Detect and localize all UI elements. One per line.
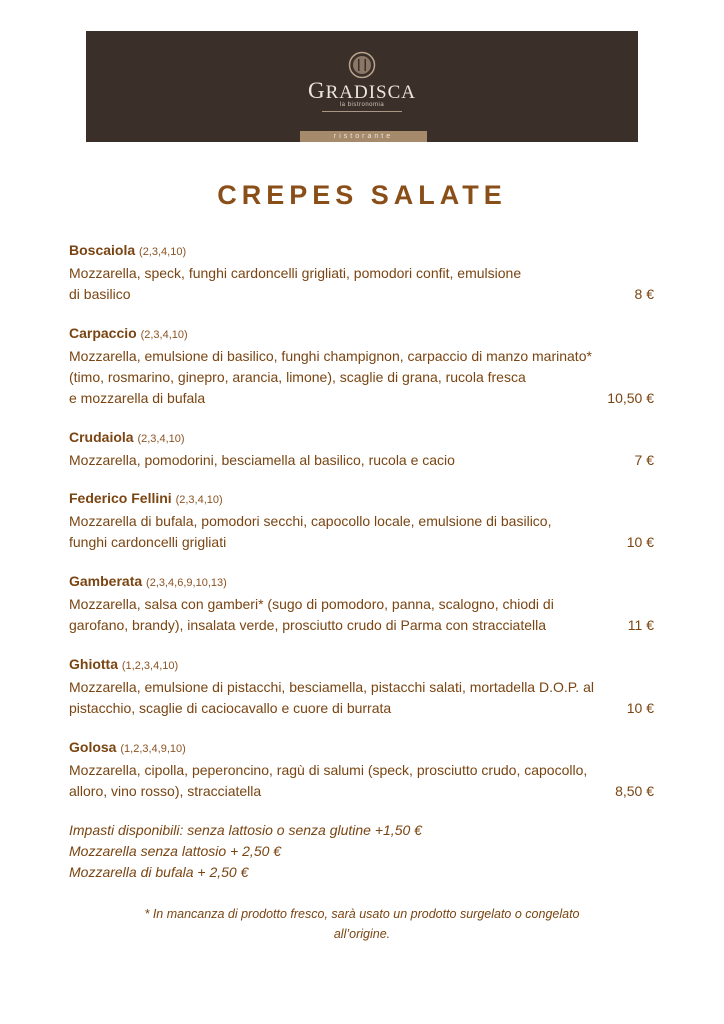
menu-item-allergens: (2,3,4,10) [175, 494, 223, 506]
menu-item-price: 11 € [627, 617, 654, 633]
menu-item-heading [69, 737, 654, 760]
menu-item-allergens: (2,3,4,10) [140, 329, 188, 341]
menu-item-desc-row [69, 594, 654, 615]
menu-item-heading [69, 240, 654, 263]
menu-item-desc-row [69, 677, 654, 698]
menu-item-heading [69, 654, 654, 677]
logo-wordmark: GRADISCA [307, 78, 417, 103]
menu-item-description: Mozzarella, emulsione di basilico, funghi champignon, carpaccio di manzo marinato* [69, 348, 592, 364]
menu-item-desc-row [69, 346, 654, 367]
menu-item-price: 8,50 € [615, 783, 654, 799]
menu-item-name: Golosa [69, 739, 117, 755]
menu-item-description: alloro, vino rosso), stracciatella [69, 783, 262, 799]
menu-item-heading [69, 488, 654, 511]
menu-item-description: Mozzarella, cipolla, peperoncino, ragù di salumi (speck, prosciutto crudo, capocollo, [69, 762, 588, 778]
menu-item [69, 240, 654, 305]
menu-item-price: 7 € [634, 452, 654, 468]
footnote [0, 904, 724, 944]
menu-item-price: 10 € [626, 534, 654, 550]
menu-item-heading [69, 427, 654, 450]
menu-item-description: Mozzarella di bufala, pomodori secchi, capocollo locale, emulsione di basilico, [69, 513, 552, 529]
note-line: Mozzarella di bufala + 2,50 € [69, 864, 249, 880]
menu-item-description: Mozzarella, speck, funghi cardoncelli grigliati, pomodori confit, emulsione [69, 265, 522, 281]
menu-item-desc-row [69, 450, 654, 471]
header-banner [86, 31, 638, 142]
menu-item-name: Boscaiola [69, 242, 136, 258]
restaurant-emblem-icon [348, 51, 376, 79]
menu-item-heading [69, 571, 654, 594]
note-line: Mozzarella senza lattosio + 2,50 € [69, 843, 282, 859]
menu-item-name: Gamberata [69, 573, 143, 589]
menu-item-heading [69, 323, 654, 346]
note-line: Impasti disponibili: senza lattosio o senza glutine +1,50 € [69, 822, 422, 838]
menu-item-allergens: (1,2,3,4,9,10) [120, 743, 186, 755]
ristorante-ribbon: ristorante [300, 131, 427, 142]
menu-item-desc-row [69, 388, 654, 409]
menu-item [69, 737, 654, 802]
menu-item-description: (timo, rosmarino, ginepro, arancia, limone), scaglie di grana, rucola fresca [69, 369, 526, 385]
menu-item-allergens: (2,3,4,6,9,10,13) [146, 577, 227, 589]
menu-item-description: pistacchio, scaglie di caciocavallo e cuore di burrata [69, 700, 392, 716]
menu-item-desc-row [69, 263, 654, 284]
menu-item [69, 654, 654, 719]
menu-item-description: garofano, brandy), insalata verde, prosciutto crudo di Parma con stracciatella [69, 617, 547, 633]
menu-item-allergens: (2,3,4,10) [137, 433, 185, 445]
menu-item-price: 10,50 € [607, 390, 654, 406]
menu-item-allergens: (2,3,4,10) [139, 246, 187, 258]
page-title: CREPES SALATE [217, 180, 507, 210]
menu-item [69, 427, 654, 471]
menu-item [69, 323, 654, 409]
menu-item [69, 571, 654, 636]
menu-item-desc-row [69, 615, 654, 636]
menu-item-desc-row [69, 532, 654, 553]
menu-item-price: 10 € [626, 700, 654, 716]
menu-item-name: Federico Fellini [69, 490, 172, 506]
menu-item-allergens: (1,2,3,4,10) [121, 660, 179, 672]
menu-item-description: e mozzarella di bufala [69, 390, 206, 406]
menu-item-price: 8 € [634, 286, 654, 302]
menu-item-description: di basilico [69, 286, 131, 302]
menu-item-name: Carpaccio [69, 325, 137, 341]
logo-subtitle: la bistronomia [339, 102, 385, 108]
menu-item [69, 488, 654, 553]
menu-item-desc-row [69, 511, 654, 532]
menu-item-desc-row [69, 698, 654, 719]
logo-divider [322, 111, 402, 112]
footnote-line: all’origine. [333, 927, 391, 941]
menu-item-desc-row [69, 367, 654, 388]
menu-item-description: Mozzarella, pomodorini, besciamella al basilico, rucola e cacio [69, 452, 455, 468]
menu-item-description: Mozzarella, salsa con gamberi* (sugo di pomodoro, panna, scalogno, chiodi di [69, 596, 554, 612]
menu-item-description: funghi cardoncelli grigliati [69, 534, 227, 550]
menu-item-name: Crudaiola [69, 429, 134, 445]
extras-notes [69, 820, 422, 883]
menu-item-desc-row [69, 760, 654, 781]
footnote-line: * In mancanza di prodotto fresco, sarà usato un prodotto surgelato o congelato [144, 907, 580, 921]
menu-item-description: Mozzarella, emulsione di pistacchi, besciamella, pistacchi salati, mortadella D.O.P. al [69, 679, 594, 695]
menu-item-name: Ghiotta [69, 656, 118, 672]
menu-item-desc-row [69, 781, 654, 802]
menu-item-desc-row [69, 284, 654, 305]
